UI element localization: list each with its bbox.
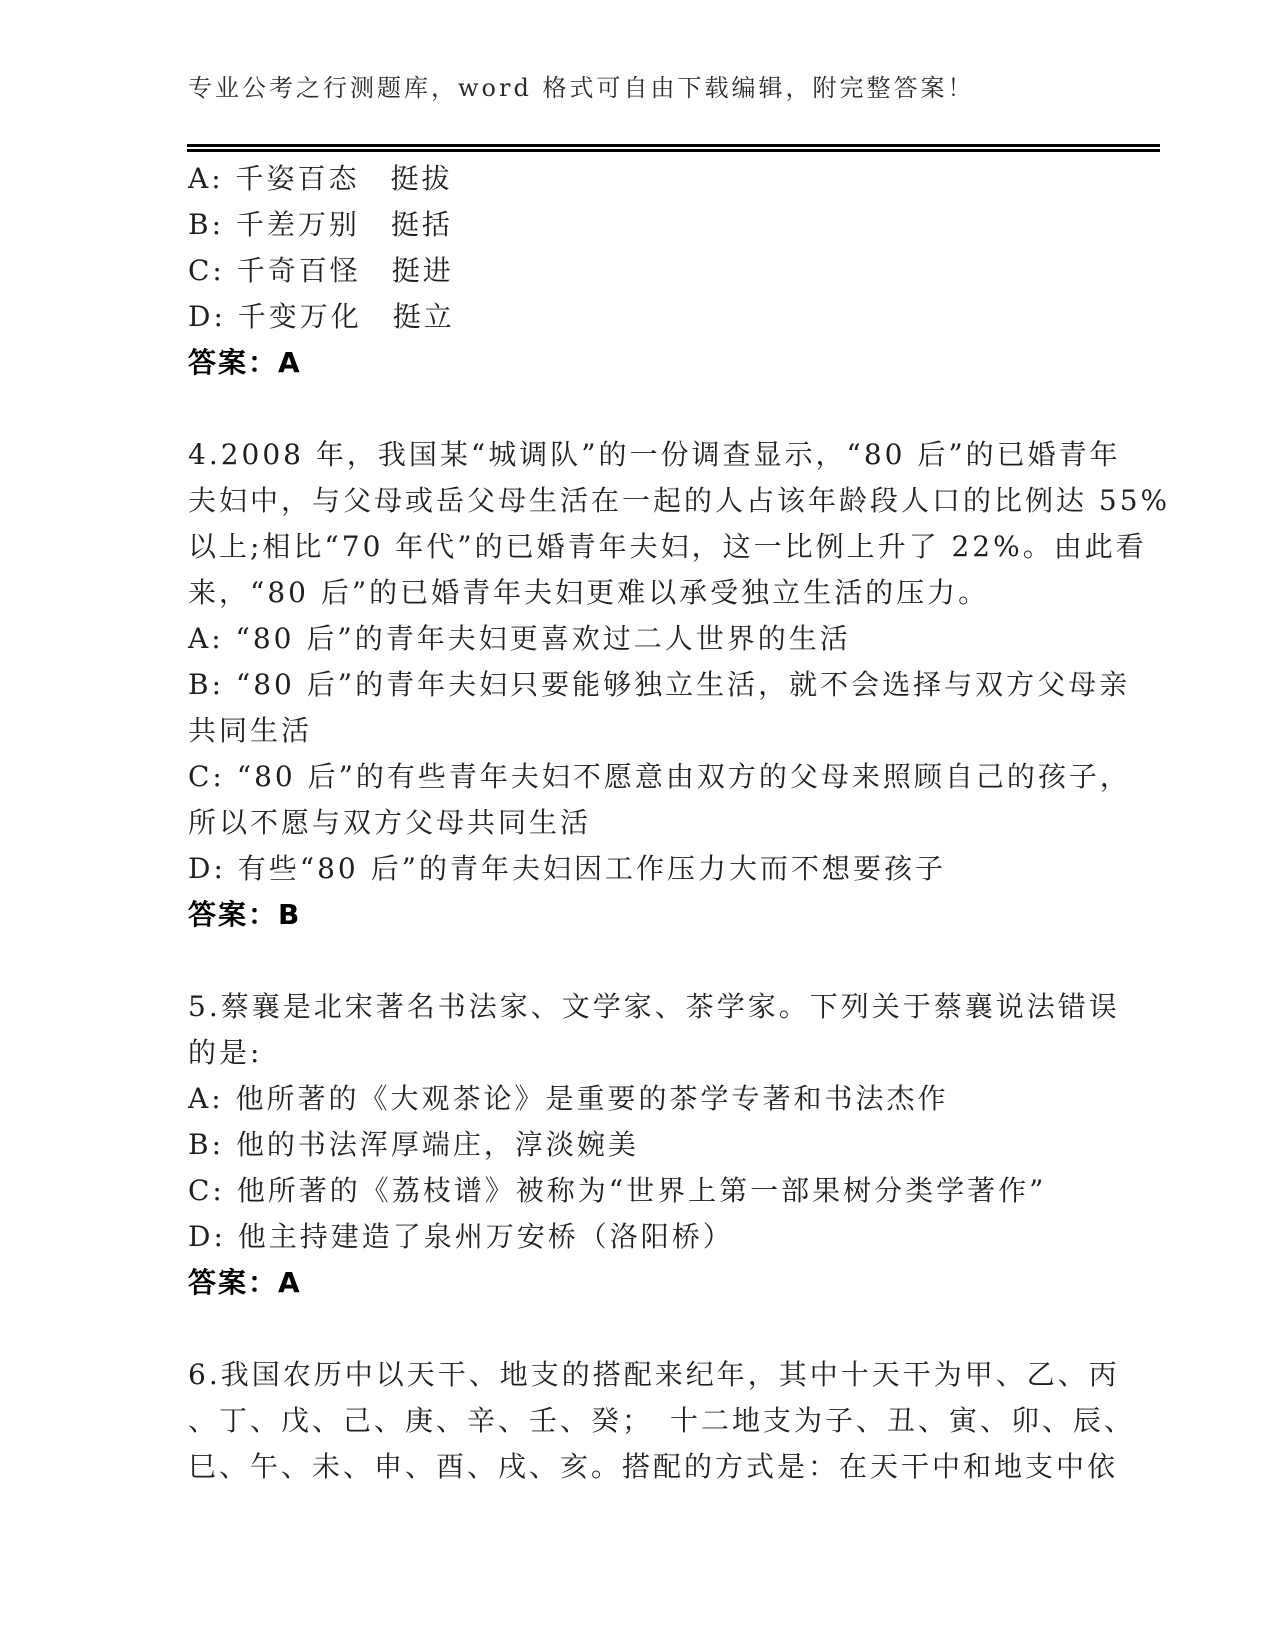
answer-line: 答案：A [188, 346, 302, 379]
option-line: C: 千奇百怪 挺进 [188, 254, 454, 287]
option-line: C: “80 后”的有些青年夫妇不愿意由双方的父母来照顾自己的孩子， [188, 760, 1131, 793]
question-stem-line: 以上;相比“70 年代”的已婚青年夫妇，这一比例上升了 22%。由此看 [188, 530, 1147, 563]
answer-line: 答案：A [188, 1266, 302, 1299]
option-line: A: 他所著的《大观茶论》是重要的茶学专著和书法杰作 [188, 1082, 949, 1115]
question-stem-line: 巳、午、未、申、酉、戌、亥。搭配的方式是：在天干中和地支中依 [188, 1450, 1119, 1483]
question-3-options [188, 156, 1093, 386]
option-line: A: 千姿百态 挺拔 [188, 162, 453, 195]
option-line: C: 他所著的《荔枝谱》被称为“世界上第一部果树分类学著作” [188, 1174, 1047, 1207]
option-line: 共同生活 [188, 714, 313, 747]
option-line: B: 千差万别 挺括 [188, 208, 453, 241]
question-5 [188, 984, 1120, 1306]
question-4 [188, 432, 1171, 938]
option-line: D: 他主持建造了泉州万安桥（洛阳桥） [188, 1220, 734, 1253]
question-stem-line: 来，“80 后”的已婚青年夫妇更难以承受独立生活的压力。 [188, 576, 990, 609]
question-stem-line: 、丁、戊、己、庚、辛、壬、癸； 十二地支为子、丑、寅、卯、辰、 [188, 1404, 1136, 1437]
option-line: A: “80 后”的青年夫妇更喜欢过二人世界的生活 [188, 622, 851, 655]
option-line: D: 千变万化 挺立 [188, 300, 455, 333]
question-stem-line: 的是: [188, 1036, 263, 1069]
answer-line: 答案：B [188, 898, 302, 931]
option-line: B: “80 后”的青年夫妇只要能够独立生活，就不会选择与双方父母亲 [188, 668, 1131, 701]
question-stem-line: 夫妇中，与父母或岳父母生活在一起的人占该年龄段人口的比例达 55% [188, 484, 1171, 517]
question-6 [188, 1352, 1136, 1490]
page-header-text: 专业公考之行测题库，word 格式可自由下载编辑，附完整答案！ [188, 74, 975, 102]
header-rule [187, 144, 1160, 152]
option-line: D: 有些“80 后”的青年夫妇因工作压力大而不想要孩子 [188, 852, 946, 885]
option-line: 所以不愿与双方父母共同生活 [188, 806, 592, 839]
document-content [188, 156, 1171, 1536]
question-stem-line: 4.2008 年，我国某“城调队”的一份调查显示，“80 后”的已婚青年 [188, 438, 1121, 471]
question-stem-line: 6.我国农历中以天干、地支的搭配来纪年，其中十天干为甲、乙、丙 [188, 1358, 1120, 1391]
option-line: B: 他的书法浑厚端庄，淳淡婉美 [188, 1128, 639, 1161]
question-stem-line: 5.蔡襄是北宋著名书法家、文学家、茶学家。下列关于蔡襄说法错误 [188, 990, 1120, 1023]
